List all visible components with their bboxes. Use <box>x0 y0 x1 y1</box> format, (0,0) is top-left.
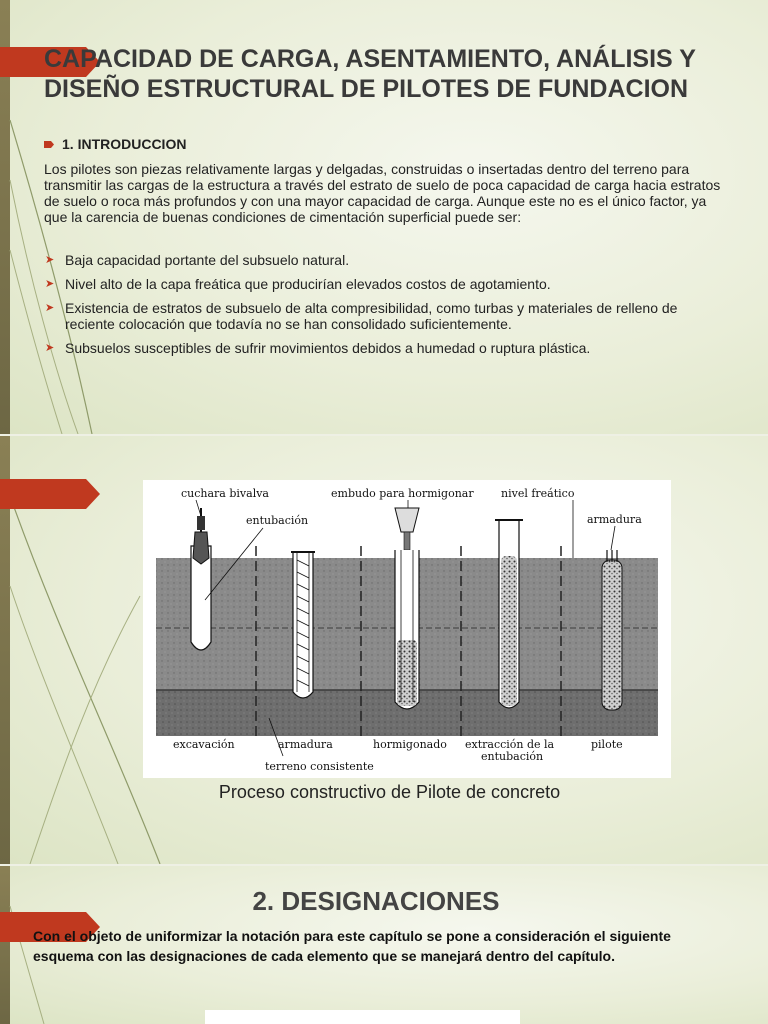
section-heading-introduccion <box>44 136 186 152</box>
label-cuchara: cuchara bivalva <box>181 487 269 500</box>
chevron-right-icon: ➤ <box>45 254 55 266</box>
list-item-text: Nivel alto de la capa freática que producirían elevados costos de agotamiento. <box>65 276 551 292</box>
label-embudo: embudo para hormigonar <box>331 487 474 500</box>
list-item <box>44 300 724 332</box>
list-item <box>44 276 724 292</box>
label-nivel: nivel freático <box>501 487 575 500</box>
chevron-right-icon: ➤ <box>45 342 55 354</box>
label-pilote: pilote <box>591 738 623 751</box>
label-extraccion-1: extracción de la <box>465 738 555 751</box>
label-hormigonado: hormigonado <box>373 738 447 751</box>
label-excavacion: excavación <box>173 738 235 751</box>
slide-designaciones <box>0 866 768 1024</box>
list-item-text: Baja capacidad portante del subsuelo natural. <box>65 252 350 268</box>
pile-construction-figure <box>143 480 671 778</box>
list-item <box>44 340 724 356</box>
list-item <box>44 252 724 268</box>
slide-introduccion <box>0 0 768 434</box>
figure-caption: Proceso constructivo de Pilote de concreto <box>218 782 561 802</box>
intro-paragraph: Los pilotes son piezas relativamente largas y delgadas, construidas o insertadas dentro del terreno para transmitir las cargas de la estructura a través del estrato de suelo de poca capacidad de carga hacia estratos de suelo o roca más profundos y con una mayor capacidad de carga. Aunque este no es el único factor, ya que la carencia de buenas condiciones de cimentación superficial puede ser: <box>44 161 721 225</box>
label-extraccion-2: entubación <box>481 750 544 763</box>
label-armadura: armadura <box>278 738 333 751</box>
slide-arrow-tab <box>0 479 100 509</box>
list-item-text: Subsuelos susceptibles de sufrir movimientos debidos a humedad o ruptura plástica. <box>65 340 591 356</box>
page-title: CAPACIDAD DE CARGA, ASENTAMIENTO, ANÁLISIS Y DISEÑO ESTRUCTURAL DE PILOTES DE FUNDACION <box>44 45 696 103</box>
section-heading-text: 1. INTRODUCCION <box>62 136 187 152</box>
slide-figura-pilote <box>0 436 768 864</box>
chevron-right-icon: ➤ <box>45 278 55 290</box>
next-figure-top-edge <box>205 1010 520 1024</box>
label-armadura-top: armadura <box>587 513 642 526</box>
section-heading-designaciones: 2. DESIGNACIONES <box>252 886 500 916</box>
chevron-right-icon: ➤ <box>45 302 55 314</box>
arrow-bullet-icon <box>44 141 54 148</box>
designaciones-paragraph: Con el objeto de uniformizar la notación para este capítulo se pone a consideración el siguiente esquema con las designaciones de cada elemento que se manejará dentro del capítulo. <box>33 928 671 964</box>
label-entubacion: entubación <box>246 514 309 527</box>
finished-pile <box>602 560 622 710</box>
list-item-text: Existencia de estratos de subsuelo de alta compresibilidad, como turbas y materiales de relleno de reciente colocación que todavía no se han consolidado suficientemente. <box>65 300 678 332</box>
label-terreno: terreno consistente <box>265 760 374 773</box>
reasons-list <box>44 252 724 364</box>
casing-tube-2 <box>293 552 313 698</box>
pile-construction-diagram <box>143 480 671 778</box>
